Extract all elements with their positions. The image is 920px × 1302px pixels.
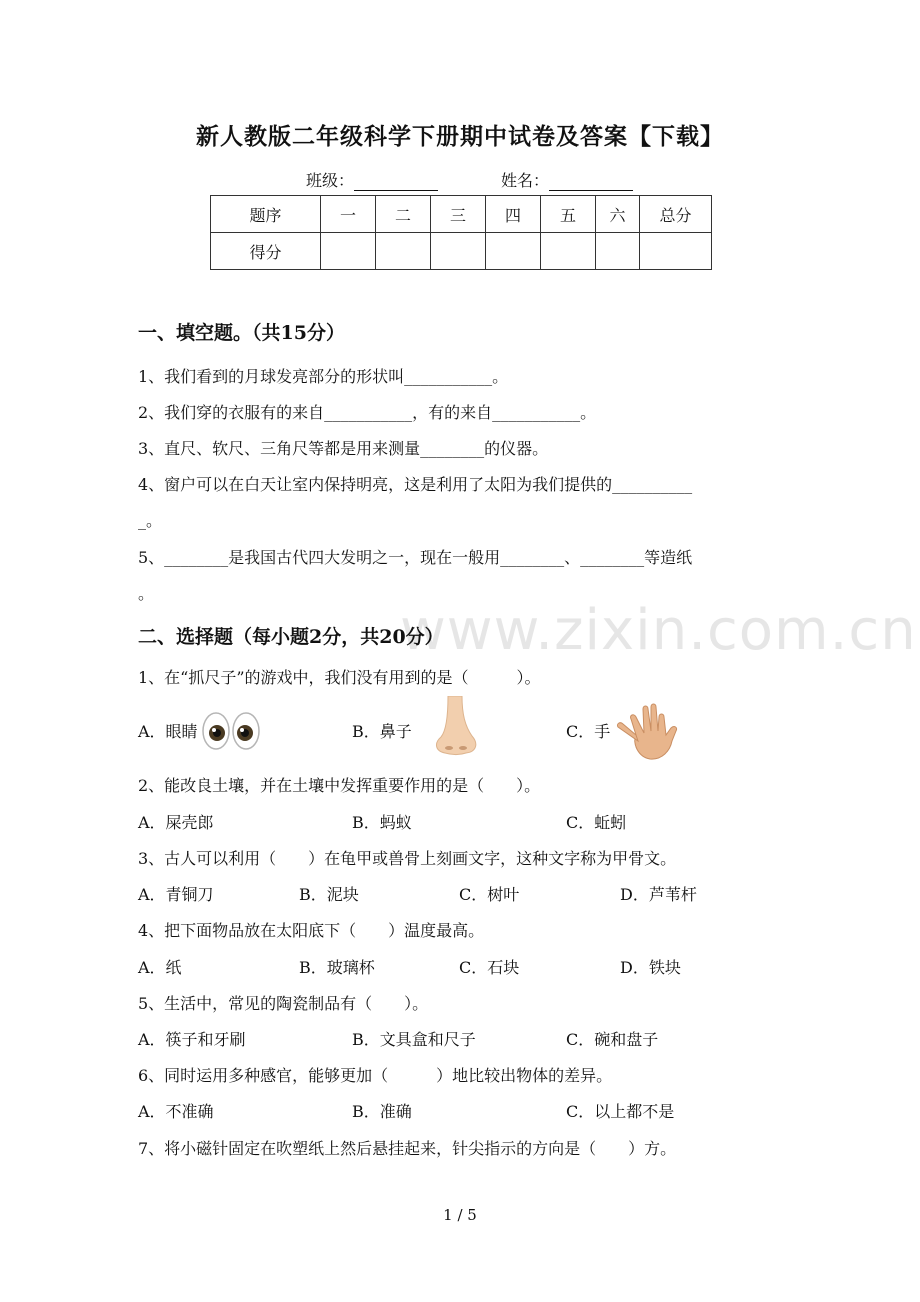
question-continuation: _。	[138, 511, 163, 530]
eyes-icon	[201, 710, 263, 752]
question-continuation: 。	[138, 584, 155, 603]
option-b[interactable]: B．泥块	[299, 885, 359, 904]
score-cell[interactable]	[431, 233, 486, 270]
watermark: www.zixin.com.cn	[400, 598, 917, 663]
score-cell[interactable]	[486, 233, 541, 270]
table-cell: 二	[376, 196, 431, 233]
table-row	[211, 196, 712, 233]
option-a[interactable]: A．青铜刀	[138, 885, 214, 904]
question: 1、我们看到的月球发亮部分的形状叫___________。	[138, 367, 509, 386]
option-a[interactable]: A．眼睛	[138, 722, 198, 741]
option-d[interactable]: D．铁块	[620, 958, 681, 977]
score-table	[210, 195, 712, 270]
option-b[interactable]: B．文具盒和尺子	[352, 1030, 476, 1049]
hand-icon	[616, 697, 686, 763]
option-b[interactable]: B．准确	[352, 1102, 412, 1121]
option-b[interactable]: B．玻璃杯	[299, 958, 375, 977]
question: 7、将小磁针固定在吹塑纸上然后悬挂起来，针尖指示的方向是（ ）方。	[138, 1139, 677, 1158]
option-a[interactable]: A．筷子和牙刷	[138, 1030, 246, 1049]
option-b[interactable]: B．蚂蚁	[352, 813, 412, 832]
question: 1、在“抓尺子”的游戏中，我们没有用到的是（ ）。	[138, 668, 541, 687]
question: 3、古人可以利用（ ）在龟甲或兽骨上刻画文字，这种文字称为甲骨文。	[138, 849, 677, 868]
question: 5、________是我国古代四大发明之一，现在一般用________、________等造纸	[138, 548, 693, 567]
question: 6、同时运用多种感官，能够更加（ ）地比较出物体的差异。	[138, 1066, 613, 1085]
page-number: 1 / 5	[443, 1206, 477, 1224]
option-c[interactable]: C．以上都不是	[566, 1102, 675, 1121]
page-title: 新人教版二年级科学下册期中试卷及答案【下载】	[196, 123, 724, 150]
question: 4、把下面物品放在太阳底下（ ）温度最高。	[138, 921, 485, 940]
nose-icon	[432, 696, 480, 756]
score-cell[interactable]	[376, 233, 431, 270]
option-d[interactable]: D．芦苇杆	[620, 885, 697, 904]
class-blank[interactable]	[354, 172, 438, 191]
option-c[interactable]: C．石块	[459, 958, 520, 977]
section1-heading: 一、填空题。（共15分）	[138, 322, 345, 344]
table-cell: 总分	[640, 196, 712, 233]
table-cell: 一	[321, 196, 376, 233]
name-label: 姓名：	[501, 171, 550, 190]
option-c[interactable]: C．树叶	[459, 885, 520, 904]
table-cell: 题序	[211, 196, 321, 233]
table-cell: 得分	[211, 233, 321, 270]
question: 4、窗户可以在白天让室内保持明亮，这是利用了太阳为我们提供的__________	[138, 475, 693, 494]
option-a[interactable]: A．纸	[138, 958, 182, 977]
table-cell: 四	[486, 196, 541, 233]
score-cell[interactable]	[640, 233, 712, 270]
option-c[interactable]: C．蚯蚓	[566, 813, 627, 832]
name-blank[interactable]	[549, 172, 633, 191]
option-a[interactable]: A．屎壳郎	[138, 813, 214, 832]
section2-heading: 二、选择题（每小题2分，共20分）	[138, 626, 444, 648]
question: 2、能改良土壤，并在土壤中发挥重要作用的是（ ）。	[138, 776, 541, 795]
table-cell: 六	[596, 196, 640, 233]
table-cell: 五	[541, 196, 596, 233]
class-label: 班级：	[306, 171, 355, 190]
question: 2、我们穿的衣服有的来自___________，有的来自___________。	[138, 403, 597, 422]
table-cell: 三	[431, 196, 486, 233]
option-b[interactable]: B．鼻子	[352, 722, 412, 741]
score-cell[interactable]	[541, 233, 596, 270]
option-c[interactable]: C．碗和盘子	[566, 1030, 659, 1049]
score-cell[interactable]	[321, 233, 376, 270]
option-a[interactable]: A．不准确	[138, 1102, 214, 1121]
table-row	[211, 233, 712, 270]
question: 3、直尺、软尺、三角尺等都是用来测量________的仪器。	[138, 439, 549, 458]
question: 5、生活中，常见的陶瓷制品有（ ）。	[138, 994, 429, 1013]
class-field	[306, 168, 438, 191]
name-field	[501, 168, 633, 191]
score-cell[interactable]	[596, 233, 640, 270]
option-c[interactable]: C．手	[566, 722, 611, 741]
